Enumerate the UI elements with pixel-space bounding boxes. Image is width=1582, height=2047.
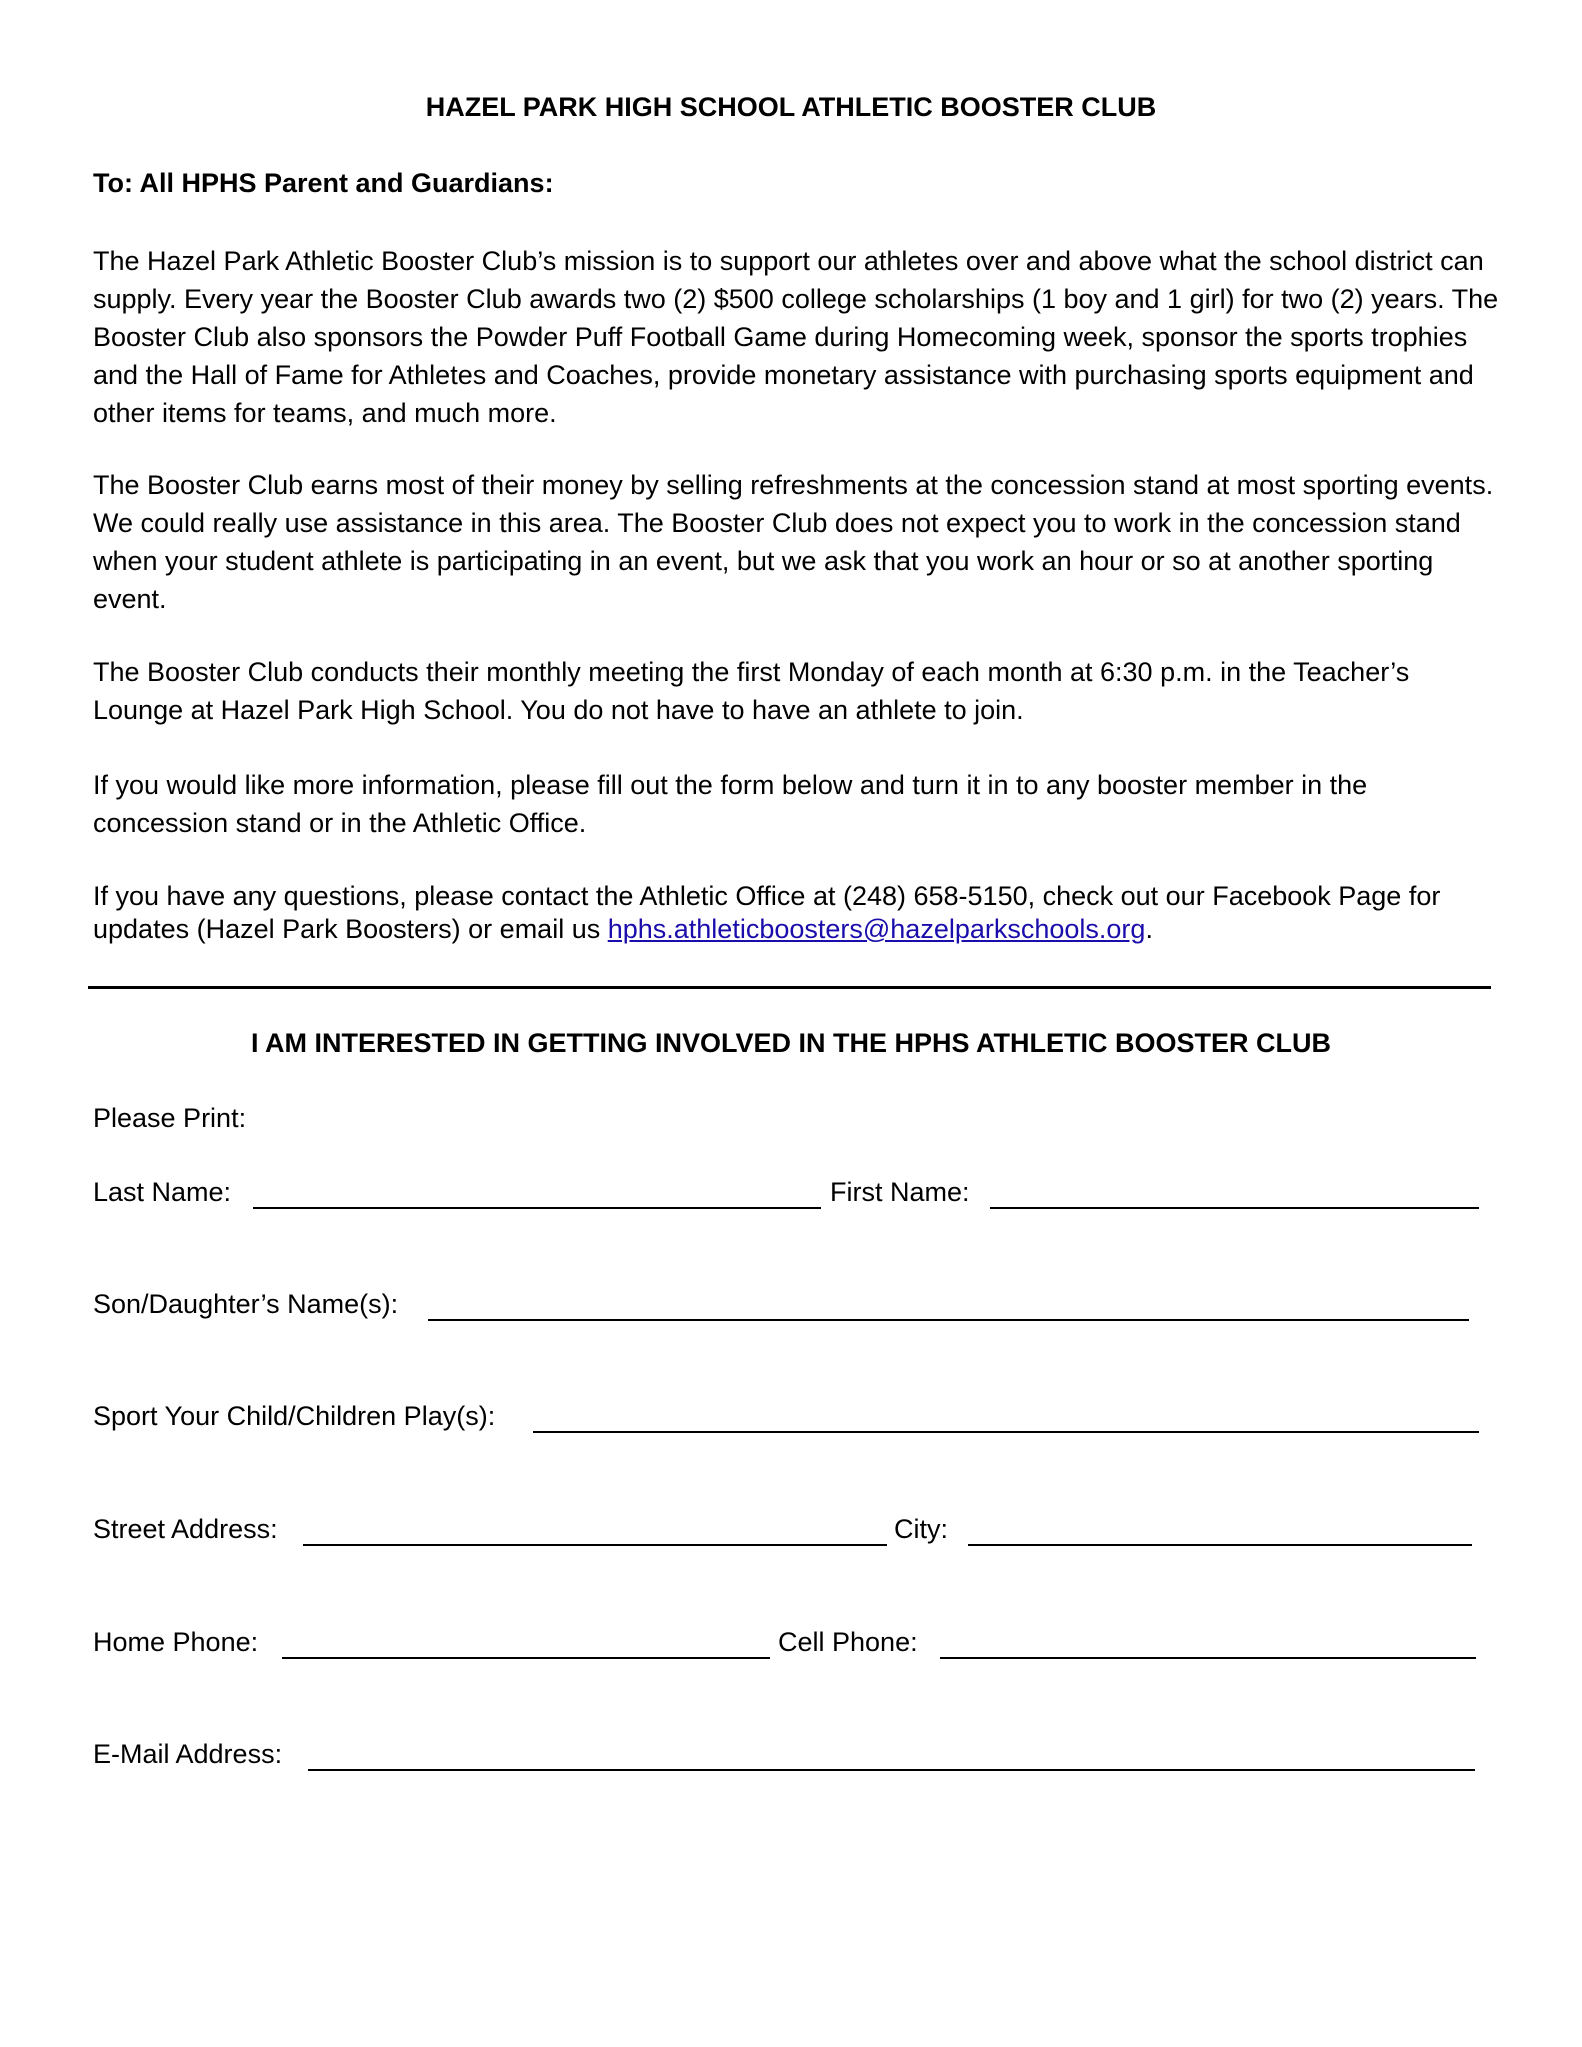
last-name-label: Last Name: (93, 1177, 232, 1207)
meeting-paragraph: The Booster Club conducts their monthly meeting the first Monday of each month at 6:30 p.m. in the Teacher’s Lounge at Hazel Park High School. You do not have to have an athlete to join. (93, 657, 1410, 725)
sports-label: Sport Your Child/Children Play(s): (93, 1401, 496, 1431)
street-address-field[interactable] (303, 1544, 887, 1546)
contact-paragraph (93, 880, 1503, 946)
children-names-field[interactable] (428, 1319, 1469, 1321)
cell-phone-field[interactable] (940, 1657, 1476, 1659)
email-address-field[interactable] (308, 1769, 1475, 1771)
section-divider (88, 986, 1491, 989)
last-name-field[interactable] (253, 1207, 821, 1209)
home-phone-label: Home Phone: (93, 1627, 259, 1657)
contact-end: . (1145, 914, 1153, 944)
city-field[interactable] (968, 1544, 1472, 1546)
form-heading: I AM INTERESTED IN GETTING INVOLVED IN THE HPHS ATHLETIC BOOSTER CLUB (250, 1028, 1332, 1058)
contact-text: If you have any questions, please contact the Athletic Office at (248) 658-5150, check out our Facebook Page for updates (Hazel Park Boosters) or email us (93, 881, 1441, 944)
city-label: City: (894, 1514, 948, 1544)
please-print-label: Please Print: (93, 1103, 247, 1133)
document-title: HAZEL PARK HIGH SCHOOL ATHLETIC BOOSTER CLUB (425, 92, 1157, 122)
first-name-field[interactable] (990, 1207, 1479, 1209)
home-phone-field[interactable] (282, 1657, 770, 1659)
info-paragraph: If you would like more information, please fill out the form below and turn it in to any booster member in the concession stand or in the Athletic Office. (93, 770, 1368, 838)
email-link[interactable]: hphs.athleticboosters@hazelparkschools.org (607, 914, 1146, 944)
children-names-label: Son/Daughter’s Name(s): (93, 1289, 399, 1319)
cell-phone-label: Cell Phone: (778, 1627, 918, 1657)
street-address-label: Street Address: (93, 1514, 278, 1544)
sports-field[interactable] (533, 1431, 1479, 1433)
mission-paragraph: The Hazel Park Athletic Booster Club’s mission is to support our athletes over and above what the school district can supply. Every year the Booster Club awards two (2) $500 college scholarships (1 boy and 1 girl) for two (2) years. The Booster Club also sponsors the Powder Puff Football Game during Homecoming week, sponsor the sports trophies and the Hall of Fame for Athletes and Coaches, provide monetary assistance with purchasing sports equipment and other items for teams, and much more. (93, 246, 1499, 428)
email-address-label: E-Mail Address: (93, 1739, 283, 1769)
concession-paragraph: The Booster Club earns most of their money by selling refreshments at the concession stand at most sporting events. We could really use assistance in this area. The Booster Club does not expect you to work in the concession stand when your student athlete is participating in an event, but we ask that you work an hour or so at another sporting event. (93, 470, 1494, 614)
first-name-label: First Name: (830, 1177, 970, 1207)
salutation: To: All HPHS Parent and Guardians: (93, 168, 554, 198)
